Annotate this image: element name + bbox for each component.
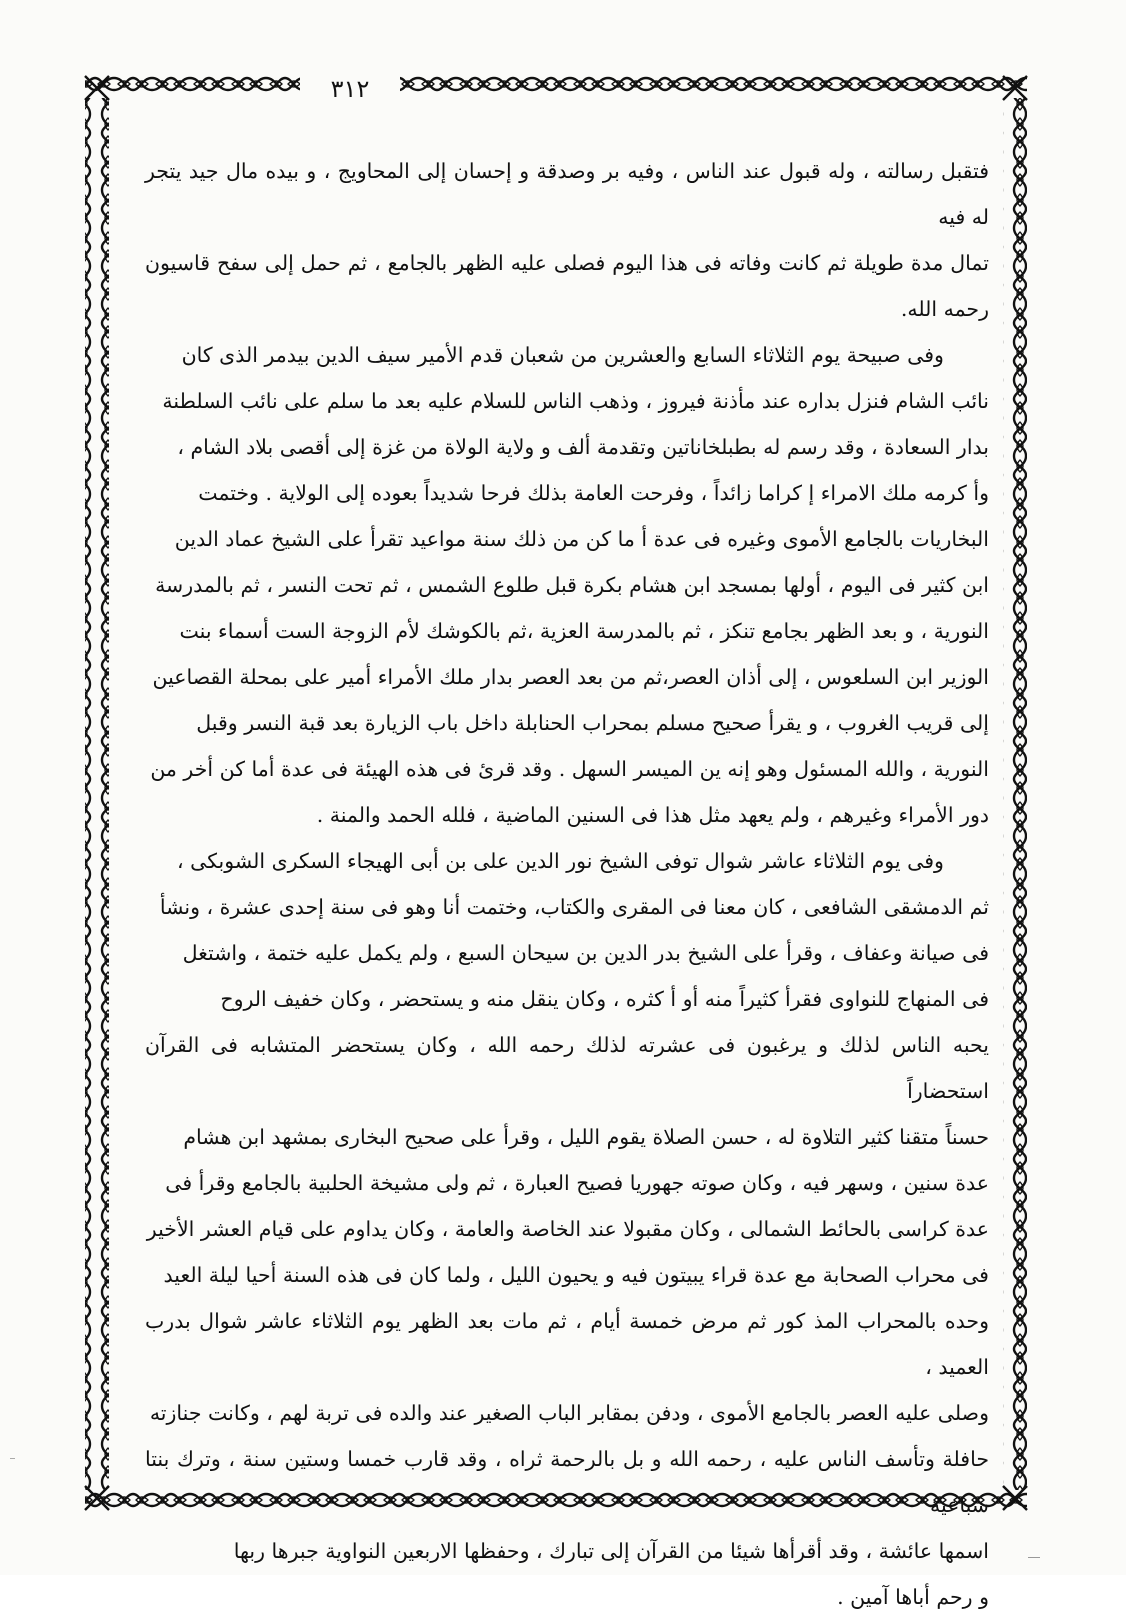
text-line: وصلى عليه العصر بالجامع الأموى ، ودفن بمقابر الباب الصغير عند والده فى تربة لهم ، وكانت جنازته	[149, 1401, 989, 1425]
text-line: حافلة وتأسف الناس عليه ، رحمه الله و بل بالرحمة ثراه ، وقد قارب خمسا وستين سنة ، وترك بنتا سباعية	[145, 1447, 989, 1517]
text-line: وأ كرمه ملك الامراء إ كراما زائداً ، وفرحت العامة بذلك فرحا شديداً بعوده إلى الولاية . وختمت	[198, 481, 989, 505]
text-line: ثم الدمشقى الشافعى ، كان معنا فى المقرى والكتاب، وختمت أنا وهو فى سنة إحدى عشرة ، ونشأ	[159, 895, 989, 919]
text-line: دور الأمراء وغيرهم ، ولم يعهد مثل هذا فى السنين الماضية ، فلله الحمد والمنة .	[316, 803, 989, 827]
body-text	[145, 148, 989, 1609]
text-line: إلى قريب الغروب ، و يقرأ صحيح مسلم بمحراب الحنابلة داخل باب الزيارة بعد قبة النسر وقبل	[196, 711, 989, 735]
text-line: وحده بالمحراب المذ كور ثم مرض خمسة أيام ، ثم مات بعد الظهر يوم الثلاثاء عاشر شوال بدرب العميد ،	[145, 1309, 989, 1379]
text-line: فى المنهاج للنواوى فقرأ كثيراً منه أو أ كثره ، وكان ينقل منه و يستحضر ، وكان خفيف الروح	[220, 987, 989, 1011]
text-line: حسناً متقنا كثير التلاوة له ، حسن الصلاة يقوم الليل ، وقرأ على صحيح البخارى بمشهد ابن هشام	[183, 1125, 989, 1149]
text-line: اسمها عائشة ، وقد أقرأها شيئا من القرآن إلى تبارك ، وحفظها الاربعين النواوية جبرها ربها	[233, 1539, 989, 1563]
text-line: فى صيانة وعفاف ، وقرأ على الشيخ بدر الدين بن سيحان السبع ، ولم يكمل عليه ختمة ، واشتغل	[182, 941, 989, 965]
text-line: النورية ، والله المسئول وهو إنه ين الميسر السهل . وقد قرئ فى هذه الهيئة فى عدة أما كن أخر من	[150, 757, 989, 781]
text-line: فتقبل رسالته ، وله قبول عند الناس ، وفيه بر وصدقة و إحسان إلى المحاويج ، و بيده مال جيد يتجر له فيه	[145, 159, 989, 229]
text-line: النورية ، و بعد الظهر بجامع تنكز ، ثم بالمدرسة العزية ،ثم بالكوشك لأم الزوجة الست أسماء بنت	[179, 619, 989, 643]
scan-mark	[10, 1458, 15, 1459]
text-line: عدة كراسى بالحائط الشمالى ، وكان مقبولا عند الخاصة والعامة ، وكان يداوم على قيام العشر الأخير	[146, 1217, 989, 1241]
text-line: تمال مدة طويلة ثم كانت وفاته فى هذا اليوم فصلى عليه الظهر بالجامع ، ثم حمل إلى سفح قاسيون رحمه الله.	[145, 251, 989, 321]
scan-mark	[1028, 1557, 1040, 1558]
text-line: ابن كثير فى اليوم ، أولها بمسجد ابن هشام بكرة قبل طلوع الشمس ، ثم تحت النسر ، ثم بالمدرسة	[155, 573, 989, 597]
text-line: البخاريات بالجامع الأموى وغيره فى عدة أ ما كن من ذلك سنة مواعيد تقرأ على الشيخ عماد الدين	[174, 527, 989, 551]
text-line: وفى يوم الثلاثاء عاشر شوال توفى الشيخ نور الدين على بن أبى الهيجاء السكرى الشوبكى ،	[177, 849, 944, 873]
page-number: ٣١٢	[300, 72, 400, 106]
text-line: الوزير ابن السلعوس ، إلى أذان العصر،ثم من بعد العصر بدار ملك الأمراء أمير على بمحلة القصاعين	[152, 665, 989, 689]
text-line: فى محراب الصحابة مع عدة قراء يبيتون فيه و يحيون الليل ، ولما كان فى هذه السنة أحيا ليلة العيد	[163, 1263, 989, 1287]
text-line: وفى صبيحة يوم الثلاثاء السابع والعشرين من شعبان قدم الأمير سيف الدين بيدمر الذى كان	[181, 343, 944, 367]
text-line: عدة سنين ، وسهر فيه ، وكان صوته جهوريا فصيح العبارة ، ثم ولى مشيخة الحلبية بالجامع وقرأ فى	[165, 1171, 989, 1195]
text-line: نائب الشام فنزل بداره عند مأذنة فيروز ، وذهب الناس للسلام عليه بعد ما سلم على نائب السلطنة	[162, 389, 989, 413]
text-line: و رحم أباها آمين .	[837, 1585, 989, 1609]
text-line: يحبه الناس لذلك و يرغبون فى عشرته لذلك رحمه الله ، وكان يستحضر المتشابه فى القرآن استحضاراً	[145, 1033, 989, 1103]
text-line: بدار السعادة ، وقد رسم له بطبلخاناتين وتقدمة ألف و ولاية الولاة من غزة إلى أقصى بلاد الشام ،	[177, 435, 989, 459]
